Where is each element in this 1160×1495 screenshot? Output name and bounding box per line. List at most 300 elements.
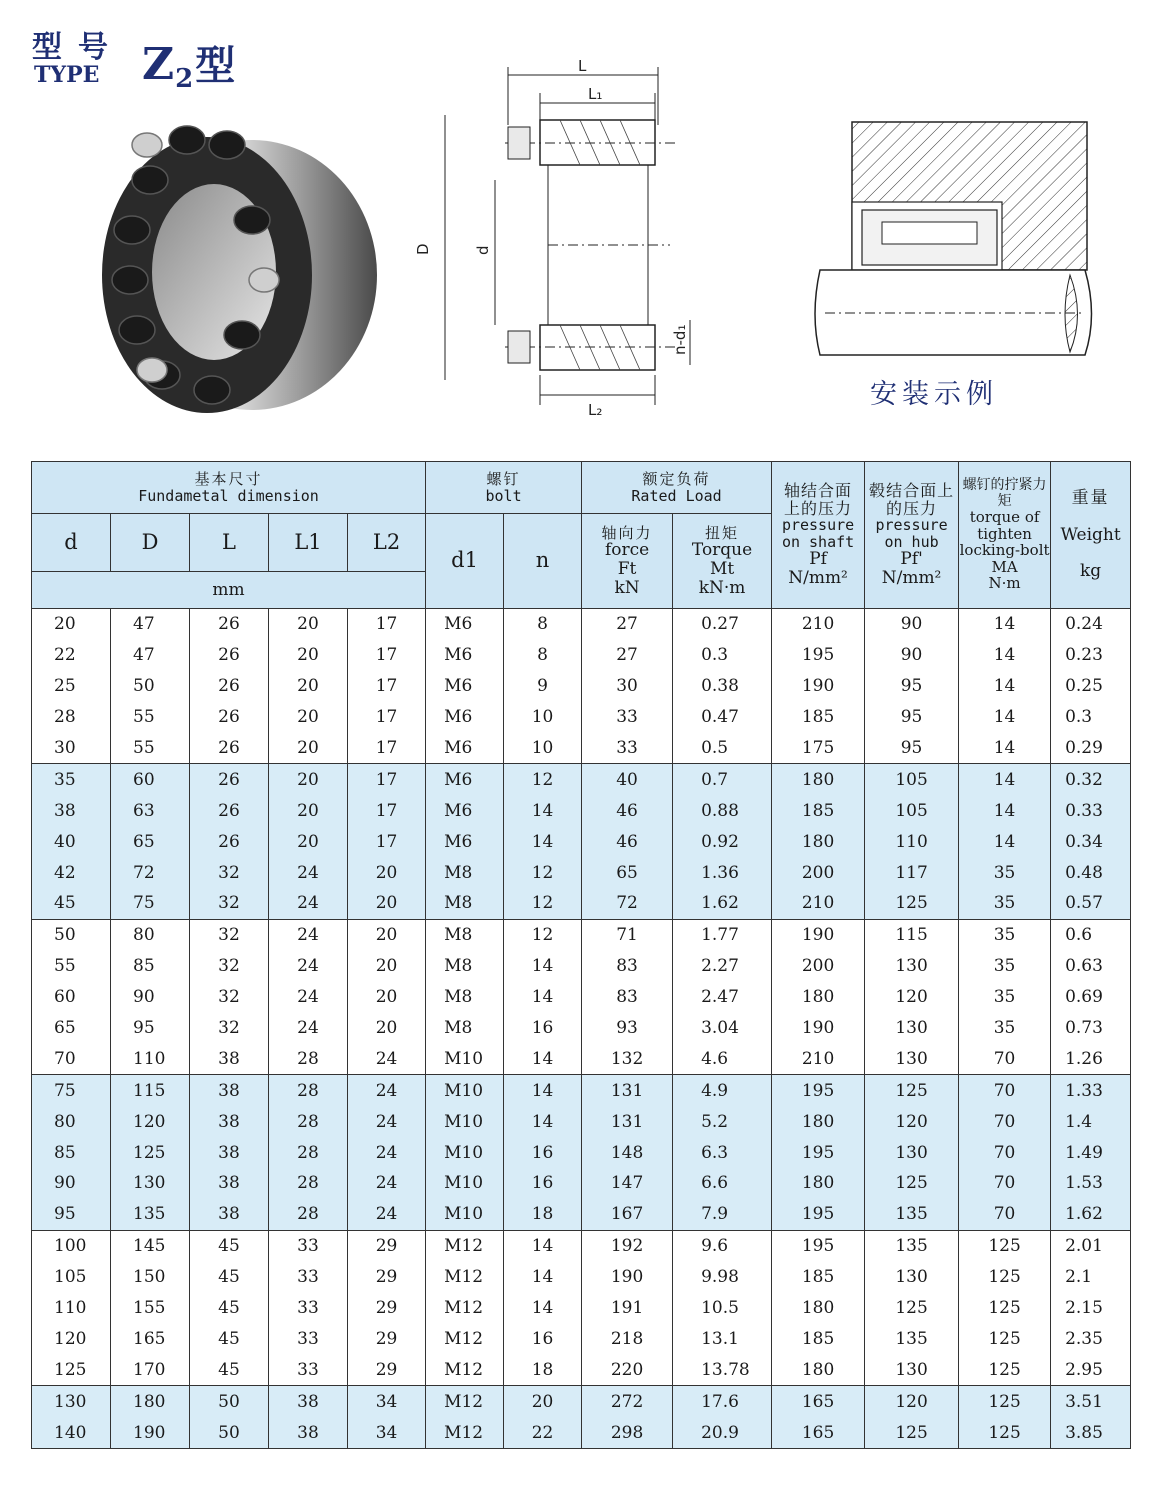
cell-p-hub: 105: [865, 795, 959, 826]
cell-torque: 9.98: [673, 1262, 772, 1293]
cell-d1: M12: [426, 1293, 504, 1324]
cell-d: 80: [32, 1106, 111, 1137]
cell-d1: M8: [426, 888, 504, 919]
cell-L: 26: [190, 764, 269, 795]
table-row: [32, 1354, 1131, 1385]
table-row: [32, 1137, 1131, 1168]
cell-p-shaft: 180: [772, 1354, 865, 1385]
cell-force: 27: [582, 640, 673, 671]
cell-p-shaft: 180: [772, 1293, 865, 1324]
cell-weight: 0.33: [1051, 795, 1131, 826]
cell-p-shaft: 180: [772, 982, 865, 1013]
cell-L1: 20: [269, 733, 348, 764]
cell-force: 33: [582, 733, 673, 764]
cell-p-hub: 130: [865, 1354, 959, 1385]
cell-weight: 1.33: [1051, 1075, 1131, 1106]
cell-tighten-torque: 125: [959, 1417, 1051, 1448]
cell-weight: 0.6: [1051, 919, 1131, 950]
table-row: [32, 640, 1131, 671]
cell-L: 45: [190, 1323, 269, 1354]
cell-L: 32: [190, 919, 269, 950]
cell-force: 220: [582, 1354, 673, 1385]
cell-L1: 20: [269, 764, 348, 795]
cell-tighten-torque: 14: [959, 733, 1051, 764]
cell-torque: 0.38: [673, 671, 772, 702]
title-en: TYPE: [34, 62, 100, 88]
cell-d: 28: [32, 702, 111, 733]
cell-p-shaft: 195: [772, 1199, 865, 1230]
cell-force: 131: [582, 1075, 673, 1106]
cell-p-shaft: 185: [772, 795, 865, 826]
cell-d1: M12: [426, 1230, 504, 1261]
cell-L: 38: [190, 1075, 269, 1106]
cell-L1: 24: [269, 982, 348, 1013]
cell-force: 83: [582, 951, 673, 982]
cell-D: 135: [111, 1199, 190, 1230]
cell-force: 167: [582, 1199, 673, 1230]
cell-torque: 6.6: [673, 1168, 772, 1199]
model-suffix: 型: [195, 43, 236, 89]
cell-d: 75: [32, 1075, 111, 1106]
cell-L: 38: [190, 1168, 269, 1199]
spec-table: [31, 461, 1131, 1449]
cell-D: 115: [111, 1075, 190, 1106]
cell-n: 14: [504, 1075, 582, 1106]
cell-L: 32: [190, 982, 269, 1013]
dim-label-d: d: [474, 245, 492, 255]
cell-p-shaft: 195: [772, 1230, 865, 1261]
cell-D: 47: [111, 640, 190, 671]
cell-n: 14: [504, 795, 582, 826]
cell-L: 26: [190, 609, 269, 640]
cell-p-hub: 120: [865, 1106, 959, 1137]
cell-L2: 17: [348, 640, 426, 671]
cell-weight: 1.4: [1051, 1106, 1131, 1137]
cell-d1: M6: [426, 671, 504, 702]
cell-L1: 28: [269, 1106, 348, 1137]
cell-weight: 0.32: [1051, 764, 1131, 795]
cell-D: 80: [111, 919, 190, 950]
cell-tighten-torque: 35: [959, 857, 1051, 888]
cell-D: 170: [111, 1354, 190, 1385]
cell-d: 20: [32, 609, 111, 640]
cell-L1: 28: [269, 1199, 348, 1230]
cell-torque: 1.36: [673, 857, 772, 888]
cell-p-hub: 130: [865, 1262, 959, 1293]
cell-p-hub: 125: [865, 1293, 959, 1324]
cell-torque: 13.78: [673, 1354, 772, 1385]
cell-d1: M12: [426, 1354, 504, 1385]
cell-p-hub: 130: [865, 1043, 959, 1074]
cell-d: 125: [32, 1354, 111, 1385]
cell-p-shaft: 200: [772, 857, 865, 888]
cell-D: 155: [111, 1293, 190, 1324]
cell-d: 25: [32, 671, 111, 702]
cell-weight: 0.3: [1051, 702, 1131, 733]
cell-torque: 0.47: [673, 702, 772, 733]
cell-p-shaft: 210: [772, 888, 865, 919]
cell-tighten-torque: 70: [959, 1075, 1051, 1106]
cell-tighten-torque: 14: [959, 671, 1051, 702]
table-row: [32, 764, 1131, 795]
cell-L: 32: [190, 1013, 269, 1044]
cell-D: 55: [111, 733, 190, 764]
cell-L2: 29: [348, 1293, 426, 1324]
cell-L2: 29: [348, 1354, 426, 1385]
cell-p-hub: 105: [865, 764, 959, 795]
cell-torque: 0.3: [673, 640, 772, 671]
cell-L1: 33: [269, 1230, 348, 1261]
cell-n: 16: [504, 1013, 582, 1044]
cell-n: 20: [504, 1386, 582, 1417]
cell-tighten-torque: 35: [959, 951, 1051, 982]
cell-tighten-torque: 125: [959, 1354, 1051, 1385]
cell-torque: 2.27: [673, 951, 772, 982]
cell-weight: 2.1: [1051, 1262, 1131, 1293]
table-row: [32, 609, 1131, 640]
cell-L2: 17: [348, 702, 426, 733]
col-d1: d1: [426, 514, 504, 609]
cell-p-hub: 95: [865, 702, 959, 733]
cell-L2: 29: [348, 1323, 426, 1354]
cell-weight: 0.69: [1051, 982, 1131, 1013]
cell-n: 14: [504, 1293, 582, 1324]
cell-weight: 3.51: [1051, 1386, 1131, 1417]
title-block: [30, 22, 270, 92]
cell-n: 16: [504, 1323, 582, 1354]
cell-p-hub: 90: [865, 609, 959, 640]
cell-force: 148: [582, 1137, 673, 1168]
cell-d1: M10: [426, 1137, 504, 1168]
cell-D: 90: [111, 982, 190, 1013]
cell-p-hub: 125: [865, 1075, 959, 1106]
cell-d1: M8: [426, 951, 504, 982]
cell-n: 14: [504, 1230, 582, 1261]
cell-n: 14: [504, 1106, 582, 1137]
cell-L: 38: [190, 1199, 269, 1230]
cell-L: 26: [190, 733, 269, 764]
cell-d: 42: [32, 857, 111, 888]
cell-d1: M12: [426, 1262, 504, 1293]
table-row: [32, 1386, 1131, 1417]
cell-L2: 24: [348, 1199, 426, 1230]
cell-torque: 0.7: [673, 764, 772, 795]
cell-tighten-torque: 70: [959, 1106, 1051, 1137]
cell-p-shaft: 190: [772, 671, 865, 702]
cell-L1: 38: [269, 1417, 348, 1448]
cell-torque: 20.9: [673, 1417, 772, 1448]
cell-L1: 28: [269, 1168, 348, 1199]
cell-tighten-torque: 70: [959, 1199, 1051, 1230]
cell-weight: 2.95: [1051, 1354, 1131, 1385]
cell-d1: M6: [426, 609, 504, 640]
col-D: D: [111, 514, 190, 572]
cell-weight: 0.48: [1051, 857, 1131, 888]
cell-L: 26: [190, 671, 269, 702]
cell-L1: 24: [269, 919, 348, 950]
example-caption: 安装示例: [870, 379, 998, 410]
cell-L1: 33: [269, 1354, 348, 1385]
product-photo: [92, 100, 382, 415]
cell-p-shaft: 195: [772, 640, 865, 671]
cell-L1: 20: [269, 640, 348, 671]
cell-d1: M12: [426, 1417, 504, 1448]
cell-d: 30: [32, 733, 111, 764]
cell-force: 33: [582, 702, 673, 733]
cell-p-hub: 135: [865, 1199, 959, 1230]
cell-d: 45: [32, 888, 111, 919]
table-row: [32, 1106, 1131, 1137]
cell-d: 110: [32, 1293, 111, 1324]
table-row: [32, 1043, 1131, 1074]
cell-L2: 24: [348, 1168, 426, 1199]
cell-weight: 0.34: [1051, 826, 1131, 857]
cell-p-hub: 125: [865, 1417, 959, 1448]
cell-torque: 6.3: [673, 1137, 772, 1168]
cell-torque: 0.27: [673, 609, 772, 640]
cell-p-shaft: 195: [772, 1137, 865, 1168]
cell-p-hub: 120: [865, 982, 959, 1013]
cell-force: 30: [582, 671, 673, 702]
cell-p-shaft: 165: [772, 1417, 865, 1448]
cell-torque: 1.77: [673, 919, 772, 950]
cell-force: 131: [582, 1106, 673, 1137]
col-axial-force: 轴向力 force Ft kN: [582, 514, 673, 609]
col-torque: 扭矩 Torque Mt kN·m: [673, 514, 772, 609]
col-pressure-hub: 毂结合面上的压力 pressure on hub Pf' N/mm²: [865, 462, 959, 609]
table-row: [32, 1417, 1131, 1448]
col-tightening-torque: 螺钉的拧紧力矩 torque of tighten locking-bolt MA N·m: [959, 462, 1051, 609]
cell-D: 165: [111, 1323, 190, 1354]
cell-L2: 24: [348, 1075, 426, 1106]
cell-L2: 20: [348, 951, 426, 982]
cell-torque: 2.47: [673, 982, 772, 1013]
cell-L1: 20: [269, 702, 348, 733]
cell-force: 147: [582, 1168, 673, 1199]
cell-L2: 17: [348, 609, 426, 640]
cell-weight: 0.25: [1051, 671, 1131, 702]
cell-p-shaft: 210: [772, 609, 865, 640]
dim-label-D: D: [414, 243, 432, 255]
cell-d1: M6: [426, 795, 504, 826]
cell-L1: 38: [269, 1386, 348, 1417]
cell-d: 55: [32, 951, 111, 982]
cell-tighten-torque: 14: [959, 826, 1051, 857]
cell-p-hub: 120: [865, 1386, 959, 1417]
cell-d1: M12: [426, 1323, 504, 1354]
cell-d: 35: [32, 764, 111, 795]
cell-L1: 33: [269, 1262, 348, 1293]
cell-p-shaft: 210: [772, 1043, 865, 1074]
cell-force: 46: [582, 826, 673, 857]
cell-D: 120: [111, 1106, 190, 1137]
cell-d1: M8: [426, 982, 504, 1013]
cell-n: 8: [504, 640, 582, 671]
cell-d: 140: [32, 1417, 111, 1448]
cell-n: 9: [504, 671, 582, 702]
cell-L2: 20: [348, 1013, 426, 1044]
col-pressure-shaft: 轴结合面上的压力 pressure on shaft Pf N/mm²: [772, 462, 865, 609]
cell-p-hub: 90: [865, 640, 959, 671]
cell-n: 12: [504, 919, 582, 950]
cell-force: 190: [582, 1262, 673, 1293]
cell-n: 10: [504, 733, 582, 764]
cell-d: 130: [32, 1386, 111, 1417]
cell-d1: M10: [426, 1106, 504, 1137]
cell-L2: 20: [348, 982, 426, 1013]
cell-torque: 5.2: [673, 1106, 772, 1137]
cell-d: 105: [32, 1262, 111, 1293]
cell-L1: 28: [269, 1075, 348, 1106]
cell-L: 38: [190, 1106, 269, 1137]
cell-force: 218: [582, 1323, 673, 1354]
cell-p-hub: 130: [865, 951, 959, 982]
cell-D: 65: [111, 826, 190, 857]
cell-L: 32: [190, 857, 269, 888]
cell-p-hub: 125: [865, 1168, 959, 1199]
cell-p-hub: 117: [865, 857, 959, 888]
cell-d: 85: [32, 1137, 111, 1168]
cell-d1: M10: [426, 1199, 504, 1230]
cell-D: 47: [111, 609, 190, 640]
cell-L1: 28: [269, 1137, 348, 1168]
cell-tighten-torque: 125: [959, 1323, 1051, 1354]
cell-d: 120: [32, 1323, 111, 1354]
cell-force: 298: [582, 1417, 673, 1448]
cell-D: 150: [111, 1262, 190, 1293]
cell-D: 75: [111, 888, 190, 919]
cell-L2: 24: [348, 1106, 426, 1137]
cell-D: 50: [111, 671, 190, 702]
cell-torque: 4.9: [673, 1075, 772, 1106]
cell-tighten-torque: 14: [959, 609, 1051, 640]
cell-d1: M12: [426, 1386, 504, 1417]
table-row: [32, 951, 1131, 982]
cell-L: 50: [190, 1386, 269, 1417]
cell-D: 72: [111, 857, 190, 888]
cell-L2: 17: [348, 795, 426, 826]
model-name: [142, 34, 235, 94]
cell-L: 45: [190, 1354, 269, 1385]
cell-tighten-torque: 70: [959, 1168, 1051, 1199]
cell-L1: 20: [269, 826, 348, 857]
cell-d1: M6: [426, 764, 504, 795]
cell-tighten-torque: 35: [959, 888, 1051, 919]
cell-D: 55: [111, 702, 190, 733]
cell-p-shaft: 190: [772, 1013, 865, 1044]
table-row: [32, 857, 1131, 888]
cell-n: 14: [504, 1262, 582, 1293]
cell-p-shaft: 180: [772, 1106, 865, 1137]
cell-n: 16: [504, 1168, 582, 1199]
cell-D: 145: [111, 1230, 190, 1261]
cell-weight: 1.53: [1051, 1168, 1131, 1199]
cell-torque: 3.04: [673, 1013, 772, 1044]
cell-d: 70: [32, 1043, 111, 1074]
cell-torque: 0.5: [673, 733, 772, 764]
cell-p-hub: 110: [865, 826, 959, 857]
cell-L1: 20: [269, 671, 348, 702]
cell-d1: M10: [426, 1043, 504, 1074]
model-letter: Z: [142, 39, 175, 90]
cell-force: 72: [582, 888, 673, 919]
cell-L1: 24: [269, 888, 348, 919]
cell-weight: 0.24: [1051, 609, 1131, 640]
col-L1: L1: [269, 514, 348, 572]
cell-L: 45: [190, 1230, 269, 1261]
cell-d1: M10: [426, 1075, 504, 1106]
cell-p-shaft: 180: [772, 826, 865, 857]
spec-table-body: [32, 609, 1131, 1449]
cell-L2: 17: [348, 826, 426, 857]
cell-tighten-torque: 35: [959, 1013, 1051, 1044]
cell-d1: M6: [426, 826, 504, 857]
cell-d: 95: [32, 1199, 111, 1230]
cell-n: 14: [504, 1043, 582, 1074]
cell-weight: 0.23: [1051, 640, 1131, 671]
col-L: L: [190, 514, 269, 572]
col-weight: 重量 Weight kg: [1051, 462, 1131, 609]
col-n: n: [504, 514, 582, 609]
cell-force: 93: [582, 1013, 673, 1044]
table-row: [32, 919, 1131, 950]
cell-n: 18: [504, 1354, 582, 1385]
cell-d: 100: [32, 1230, 111, 1261]
cell-L2: 29: [348, 1230, 426, 1261]
dim-label-L2: L₂: [588, 401, 603, 419]
table-row: [32, 888, 1131, 919]
cell-weight: 2.01: [1051, 1230, 1131, 1261]
table-row: [32, 1323, 1131, 1354]
cell-L: 45: [190, 1262, 269, 1293]
cell-weight: 1.26: [1051, 1043, 1131, 1074]
cell-p-hub: 95: [865, 671, 959, 702]
cell-D: 63: [111, 795, 190, 826]
cell-L1: 20: [269, 795, 348, 826]
cell-n: 16: [504, 1137, 582, 1168]
cell-tighten-torque: 125: [959, 1262, 1051, 1293]
cell-torque: 10.5: [673, 1293, 772, 1324]
cell-torque: 13.1: [673, 1323, 772, 1354]
header-row-1: [32, 462, 1131, 514]
cell-n: 18: [504, 1199, 582, 1230]
cell-L1: 20: [269, 609, 348, 640]
cell-L2: 34: [348, 1417, 426, 1448]
cell-force: 40: [582, 764, 673, 795]
col-L2: L2: [348, 514, 426, 572]
cell-force: 83: [582, 982, 673, 1013]
cell-D: 110: [111, 1043, 190, 1074]
cell-weight: 0.29: [1051, 733, 1131, 764]
cell-L: 26: [190, 826, 269, 857]
cell-d1: M8: [426, 857, 504, 888]
cell-d: 65: [32, 1013, 111, 1044]
dim-label-L: L: [578, 57, 587, 75]
cell-weight: 2.35: [1051, 1323, 1131, 1354]
cell-p-shaft: 185: [772, 702, 865, 733]
cell-d: 22: [32, 640, 111, 671]
cell-n: 22: [504, 1417, 582, 1448]
cell-p-shaft: 180: [772, 1168, 865, 1199]
cell-L: 32: [190, 951, 269, 982]
cell-p-hub: 115: [865, 919, 959, 950]
cell-weight: 2.15: [1051, 1293, 1131, 1324]
cell-d: 50: [32, 919, 111, 950]
cell-torque: 4.6: [673, 1043, 772, 1074]
cell-force: 65: [582, 857, 673, 888]
cell-tighten-torque: 14: [959, 640, 1051, 671]
cell-L1: 33: [269, 1323, 348, 1354]
